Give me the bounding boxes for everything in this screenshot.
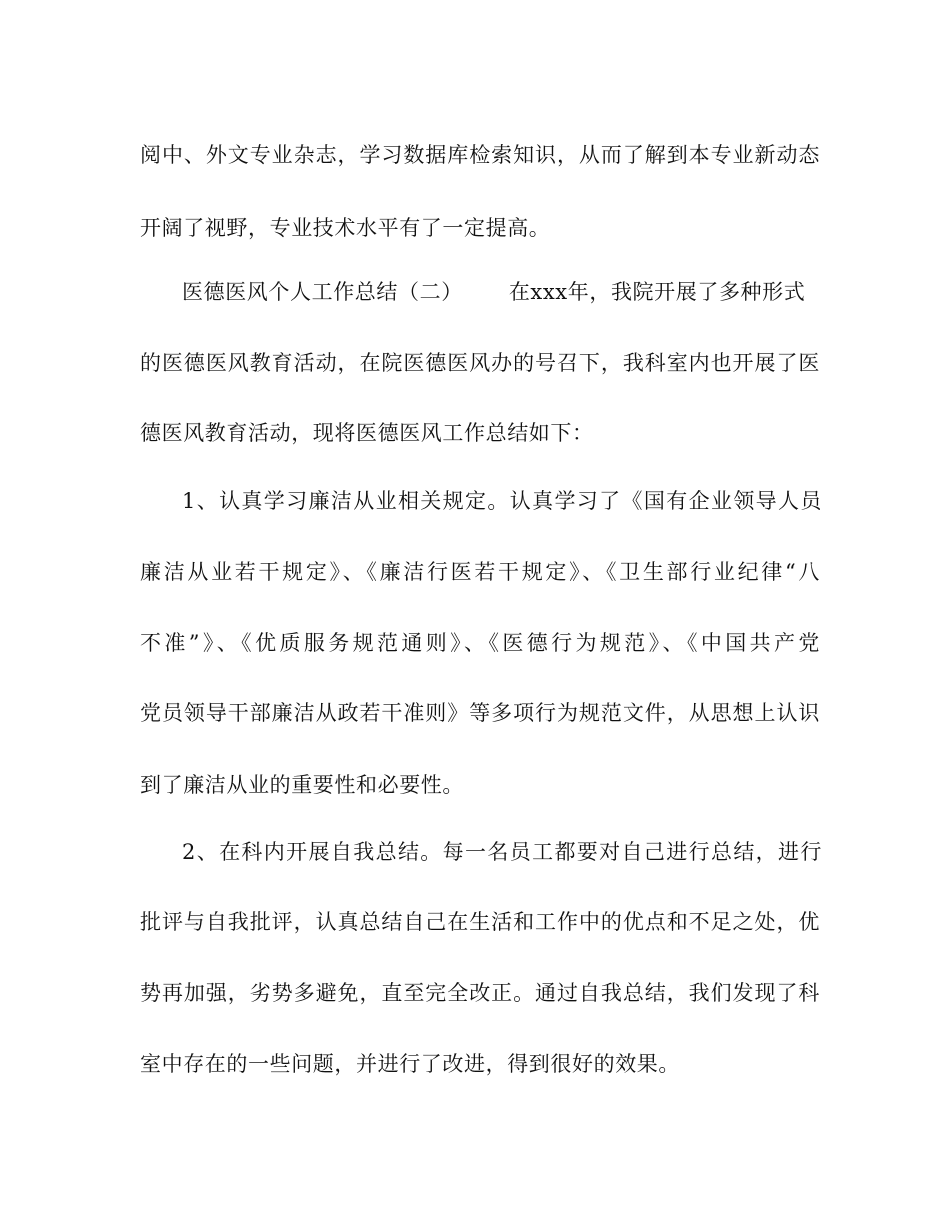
list-item-line: 2、在科内开展自我总结。每一名员工都要对自己进行总结，进行: [182, 840, 822, 864]
section-heading: 医德医风个人工作总结（二）: [182, 280, 463, 304]
list-item-line: 1、认真学习廉洁从业相关规定。认真学习了《国有企业领导人员: [182, 489, 822, 513]
paragraph-line: 到了廉洁从业的重要性和必要性。: [140, 773, 464, 797]
paragraph-line: 的医德医风教育活动，在院医德医风办的号召下，我科室内也开展了医: [140, 351, 820, 375]
paragraph-line: 不准”》、《优质服务规范通则》、《医德行为规范》、《中国共产党: [140, 631, 820, 655]
section-heading-line: [182, 277, 822, 307]
paragraph-line: 批评与自我批评，认真总结自己在生活和工作中的优点和不足之处，优: [140, 910, 820, 934]
paragraph-text: 在xxx年，我院开展了多种形式: [508, 280, 806, 304]
paragraph-line: 党员领导干部廉洁从政若干准则》等多项行为规范文件，从思想上认识: [140, 701, 820, 725]
paragraph-line: 阅中、外文专业杂志，学习数据库检索知识，从而了解到本专业新动态: [140, 143, 820, 167]
paragraph-line: 德医风教育活动，现将医德医风工作总结如下：: [140, 421, 594, 445]
paragraph-line: 势再加强，劣势多避免，直至完全改正。通过自我总结，我们发现了科: [140, 981, 820, 1005]
paragraph-line: 廉洁从业若干规定》、《廉洁行医若干规定》、《卫生部行业纪律“八: [140, 560, 820, 584]
paragraph-line: 开阔了视野，专业技术水平有了一定提高。: [140, 216, 551, 240]
paragraph-line: 室中存在的一些问题，并进行了改进，得到很好的效果。: [140, 1052, 680, 1076]
